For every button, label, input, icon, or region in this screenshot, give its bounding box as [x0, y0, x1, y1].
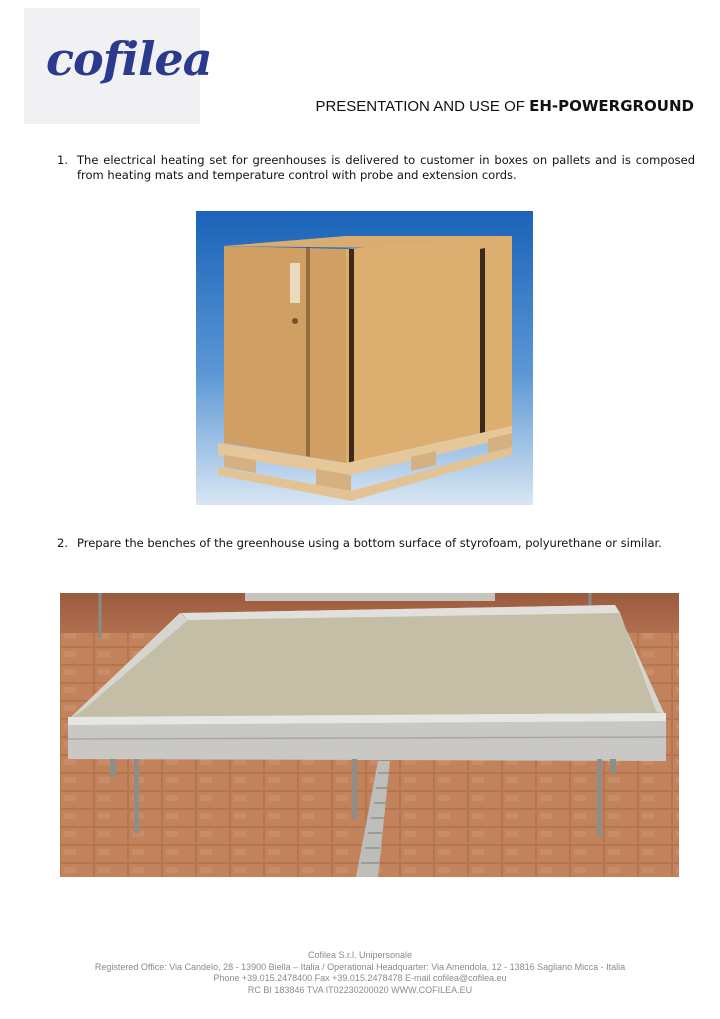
step-1-text: The electrical heating set for greenhouses is delivered to customer in boxes on pallets and is composed from heating mats and temperature control with probe and extension cords. — [77, 153, 695, 182]
step-1-number: 1. — [57, 153, 68, 167]
title-product: EH-POWERGROUND — [529, 97, 694, 115]
step-2 — [57, 536, 695, 551]
footer — [0, 950, 720, 996]
step-2-number: 2. — [57, 536, 68, 550]
title-prefix: PRESENTATION AND USE OF — [315, 98, 530, 115]
logo-text: cofilea — [46, 32, 212, 86]
footer-addresses: Registered Office: Via Candelo, 28 - 13900 Biella – Italia / Operational Headquarter: Via Amendola, 12 - 13816 Sagliano Micca - Italia — [94, 961, 626, 972]
greenhouse-bench-photo — [60, 593, 679, 877]
step-2-text: Prepare the benches of the greenhouse using a bottom surface of styrofoam, polyurethane or similar. — [77, 536, 662, 550]
boxes-on-pallet-photo — [196, 211, 533, 505]
company-logo — [24, 8, 212, 124]
step-1 — [57, 153, 695, 183]
footer-registration: RC BI 183846 TVA IT02230200020 WWW.COFILEA.EU — [247, 984, 473, 995]
page-title — [315, 97, 694, 115]
footer-company: Cofilea S.r.l. Unipersonale — [307, 950, 413, 960]
footer-contacts: Phone +39.015.2478400 Fax +39.015.2478478 E-mail cofilea@cofilea.eu — [213, 973, 507, 983]
